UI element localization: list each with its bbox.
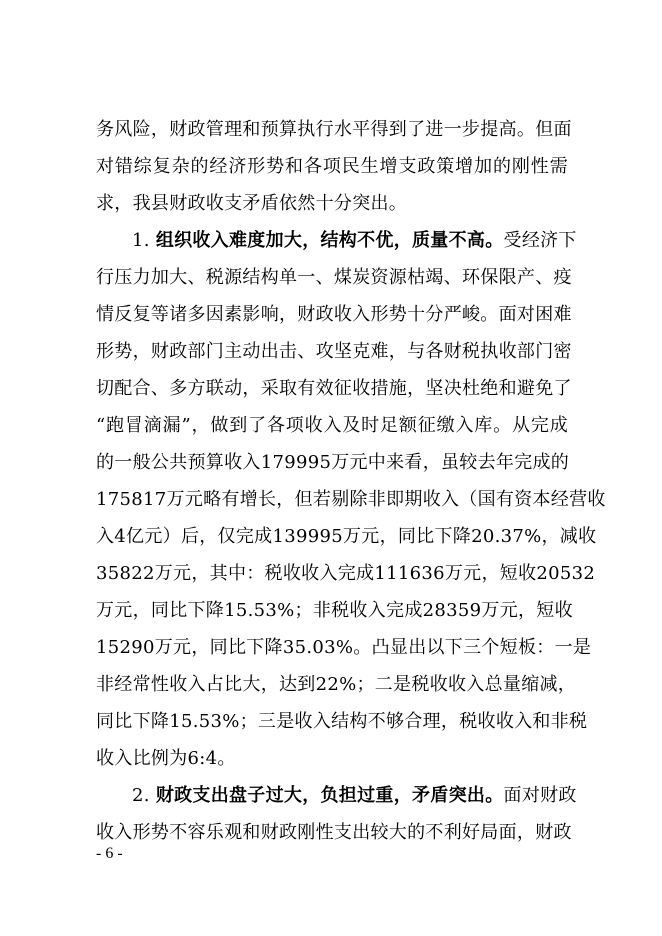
text-line: 15290万元，同比下降35.03%。凸显出以下三个短板：一是 — [96, 637, 592, 658]
text-line: 175817万元略有增长，但若剔除非即期收入（国有资本经营收 — [96, 489, 606, 510]
text-line: 行压力加大、税源结构单一、煤炭资源枯竭、环保限产、疫 — [96, 267, 572, 288]
text-line: 情反复等诸多因素影响，财政收入形势十分严峻。面对困难 — [96, 304, 572, 325]
section-text: 面对财政 — [503, 785, 577, 806]
section-heading: 财政支出盘子过大，负担过重，矛盾突出。 — [155, 785, 504, 806]
text-line: 形势，财政部门主动出击、攻坚克难，与各财税执收部门密 — [96, 341, 572, 362]
text-line: 收入形势不容乐观和财政刚性支出较大的不利好局面，财政 — [96, 822, 572, 843]
text-line: 求，我县财政收支矛盾依然十分突出。 — [96, 193, 408, 214]
page-number: - 6 - — [96, 845, 123, 862]
text-line: 务风险，财政管理和预算执行水平得到了进一步提高。但面 — [96, 119, 572, 140]
section-heading: 组织收入难度加大，结构不优，质量不高。 — [155, 230, 504, 251]
section-number: 2. — [132, 785, 150, 806]
section-2-first-line — [132, 778, 577, 814]
text-line: “跑冒滴漏”，做到了各项收入及时足额征缴入库。从完成 — [96, 415, 568, 436]
text-line: 切配合、多方联动，采取有效征收措施，坚决杜绝和避免了 — [96, 378, 572, 399]
text-line: 非经常性收入占比大，达到22%；二是税收收入总量缩减， — [96, 674, 577, 695]
section-number: 1. — [132, 230, 150, 251]
text-line: 对错综复杂的经济形势和各项民生增支政策增加的刚性需 — [96, 156, 568, 177]
text-line: 万元，同比下降15.53%；非税收入完成28359万元，短收 — [96, 600, 573, 621]
text-line: 入4亿元）后，仅完成139995万元，同比下降20.37%，减收 — [96, 526, 597, 547]
text-line: 35822万元，其中：税收收入完成111636万元，短收20532 — [96, 563, 596, 584]
section-text: 受经济下 — [503, 230, 577, 251]
text-line: 的一般公共预算收入179995万元中来看，虽较去年完成的 — [96, 452, 570, 473]
text-line: 同比下降15.53%；三是收入结构不够合理，税收收入和非税 — [96, 711, 588, 732]
section-1-first-line — [132, 223, 577, 259]
text-line: 收入比例为6:4。 — [96, 748, 236, 769]
